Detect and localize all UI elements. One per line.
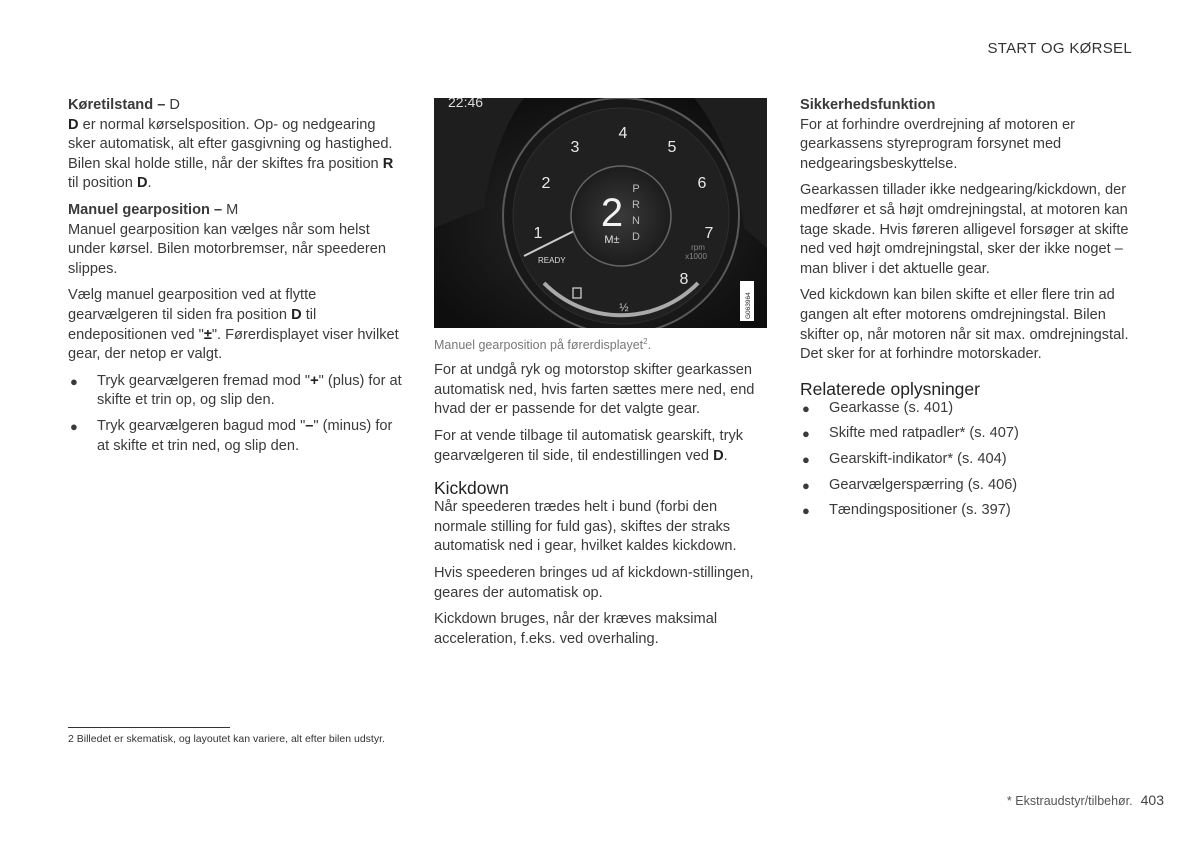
- paragraph-safety-2: Gearkassen tillader ikke nedgearing/kickdown, der medfører et så højt omdrejningstal, at motoren kan tage skade. Hvis føreren alligevel forsøger at skifte ned ved højt omdrejningstal, sker der ikke noget – man bliver i det aktuelle gear.: [800, 182, 1129, 277]
- paragraph-safety-3: Ved kickdown kan bilen skifte et eller flere trin ad gangen alt efter motorens omdrejningstal. Bilen skifter op, når motoren når sit max. omdrejningstal. Det sker for at forhindre motorskader.: [800, 287, 1129, 363]
- page-footer: [1007, 792, 1164, 808]
- list-item: ● Tryk gearvælgeren fremad mod "+" (plus) for at skifte et trin op, og slip den.: [70, 372, 402, 409]
- column-3: [800, 96, 1136, 527]
- paragraph-kickdown-3: Kickdown bruges, når der kræves maksimal acceleration, f.eks. ved overhaling.: [434, 611, 718, 647]
- gear-letter: N: [632, 215, 640, 227]
- related-link[interactable]: ● Gearvælgerspærring (s. 406): [800, 476, 1136, 496]
- rpm-label: rpm: [691, 243, 705, 252]
- rpm-tick-label: 6: [697, 175, 707, 192]
- manual-mode-indicator: M±: [604, 234, 620, 246]
- bullet-icon: ●: [802, 451, 810, 467]
- rpm-tick-label: 7: [704, 225, 714, 242]
- related-link[interactable]: ● Tændingspositioner (s. 397): [800, 501, 1136, 521]
- column-2: [434, 98, 770, 656]
- paragraph-safety-1: For at forhindre overdrejning af motoren er gearkassens styreprogram forsynet med nedgearingsbeskyttelse.: [800, 116, 1075, 172]
- related-link[interactable]: ● Gearkasse (s. 401): [800, 399, 1136, 419]
- rpm-tick-label: 1: [533, 225, 543, 242]
- bullet-icon: ●: [802, 477, 810, 493]
- fuel-half-label: ½: [619, 302, 629, 314]
- bullet-icon: ●: [70, 419, 78, 435]
- related-link[interactable]: ● Gearskift-indikator* (s. 404): [800, 450, 1136, 470]
- rpm-tick-label: 4: [618, 125, 628, 142]
- paragraph-kickdown-1: Når speederen trædes helt i bund (forbi den normale stilling for fuld gas), skiftes der straks automatisk ned i gear, hvilket kaldes kickdown.: [434, 499, 737, 555]
- paragraph-return-auto: For at vende tilbage til automatisk gearskift, tryk gearvælgeren til side, til endestillingen ved D.: [434, 427, 744, 464]
- paragraph-downshift: For at undgå ryk og motorstop skifter gearkassen automatisk ned, hvis farten sættes mere ned, end hvad der er passende for det valgte gear.: [434, 362, 755, 418]
- rpm-unit: x1000: [685, 252, 707, 261]
- rpm-tick-label: 8: [679, 271, 689, 288]
- subheading-safety: Sikkerhedsfunktion: [800, 97, 936, 113]
- bullet-list-shift: [68, 372, 404, 457]
- bullet-icon: ●: [802, 400, 810, 416]
- paragraph-select-manual: Vælg manuel gearposition ved at flytte gearvælgeren til siden fra position D til endepositionen ved "±". Førerdisplayet viser hvilket gear, der netop er valgt.: [68, 287, 399, 363]
- paragraph-manual: Manuel gearposition kan vælges når som helst under kørsel. Bilen motorbremser, når speederen slippes.: [68, 221, 386, 277]
- footnote: 2 Billedet er skematisk, og layoutet kan variere, alt efter bilen udstyr.: [68, 733, 385, 745]
- driver-display-figure: [434, 98, 767, 328]
- paragraph-drive: D er normal kørselsposition. Op- og nedgearing sker automatisk, alt efter gasgivning og hastighed. Bilen skal holde stille, når der skiftes fra position R til position D.: [68, 116, 394, 192]
- rpm-tick-label: 3: [570, 139, 580, 156]
- rpm-tick-label: 2: [541, 175, 551, 192]
- paragraph-kickdown-2: Hvis speederen bringes ud af kickdown-stillingen, geares der automatisk op.: [434, 564, 754, 601]
- gear-letter: D: [632, 231, 640, 243]
- bullet-icon: ●: [802, 503, 810, 519]
- related-links-list: [800, 399, 1136, 521]
- gear-number: 2: [600, 191, 624, 235]
- page-number: 403: [1140, 792, 1164, 808]
- section-header: START OG KØRSEL: [987, 40, 1132, 57]
- rpm-tick-label: 5: [667, 139, 677, 156]
- heading-related: Relaterede oplysninger: [800, 378, 980, 399]
- bullet-icon: ●: [802, 426, 810, 442]
- column-1: [68, 96, 404, 463]
- bullet-icon: ●: [70, 373, 78, 389]
- gear-letter: R: [632, 199, 640, 211]
- instrument-cluster-illustration: [434, 98, 767, 328]
- related-link[interactable]: ● Skifte med ratpadler* (s. 407): [800, 424, 1136, 444]
- clock-readout: 22:46: [448, 98, 484, 110]
- subheading-drive: Køretilstand – D: [68, 97, 180, 113]
- heading-kickdown: Kickdown: [434, 478, 509, 499]
- figure-code-label: G063964: [745, 292, 752, 319]
- footnote-divider: [68, 727, 230, 728]
- subheading-manual: Manuel gearposition – M: [68, 201, 239, 218]
- gear-letter: P: [632, 183, 640, 195]
- list-item: ● Tryk gearvælgeren bagud mod "–" (minus) for at skifte et trin ned, og slip den.: [70, 418, 393, 454]
- footer-note: * Ekstraudstyr/tilbehør.: [1006, 794, 1133, 808]
- ready-indicator: READY: [538, 256, 566, 265]
- figure-caption: Manuel gearposition på førerdisplayet$^2$.: [434, 337, 652, 353]
